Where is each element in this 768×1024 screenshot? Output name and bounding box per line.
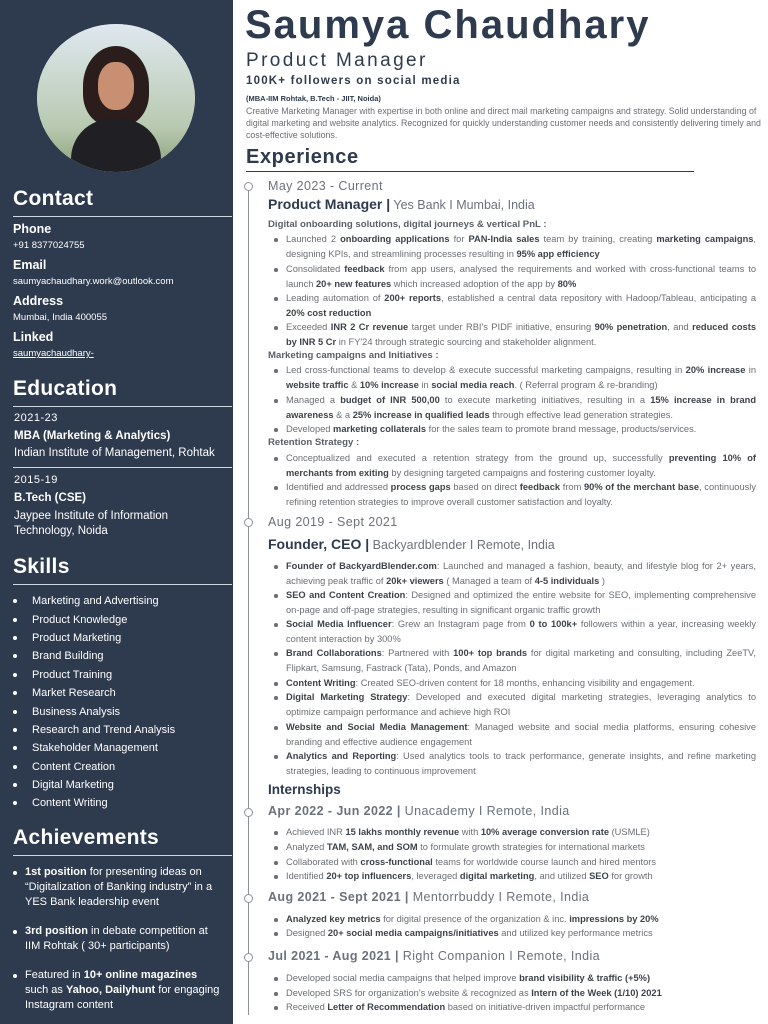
bullet-item: Website and Social Media Management: Managed website and social media platforms, ensuring cohesive branding and effective audience engagement <box>286 720 756 749</box>
experience-heading: Experience <box>246 146 359 168</box>
followers-tagline: 100K+ followers on social media <box>246 75 461 87</box>
timeline-node <box>244 518 253 527</box>
skill-item: Business Analysis <box>13 702 175 720</box>
internship-title: Aug 2021 - Sept 2021 | Mentorrbuddy I Remote, India <box>268 890 590 904</box>
achievement-item: 3rd position in debate competition at IIM Rohtak ( 30+ participants) <box>13 924 223 954</box>
phone-value: +91 8377024755 <box>13 240 85 251</box>
bullet-item: Managed a budget of INR 500,00 to execute marketing initiatives, resulting in a 15% increase in brand awareness & a 25% increase in qualified leads through effective lead generation strategies. <box>286 393 756 422</box>
candidate-name: Saumya Chaudhary <box>245 3 651 47</box>
section-subheading: Marketing campaigns and Initiatives : <box>268 350 439 361</box>
timeline-node <box>244 182 253 191</box>
sidebar <box>0 0 233 1024</box>
email-value[interactable]: saumyachaudhary.work@outlook.com <box>13 276 174 287</box>
skill-item: Product Knowledge <box>13 610 175 628</box>
contact-divider <box>13 216 232 217</box>
job-dates: May 2023 - Current <box>268 179 383 193</box>
candidate-role: Product Manager <box>246 50 428 71</box>
bullet-item: Developed social media campaigns that helped improve brand visibility & traffic (+5%) <box>286 971 756 986</box>
skill-item: Marketing and Advertising <box>13 592 175 610</box>
education-item-divider <box>13 467 232 468</box>
bullet-item: SEO and Content Creation: Designed and optimized the entire website for SEO, implementing comprehensive on-page and off-page strategies, resulting in significant organic traffic growth <box>286 588 756 617</box>
bullet-item: Developed SRS for organization's website & recognized as Intern of the Week (1/10) 2021 <box>286 986 756 1001</box>
bullet-item: Founder of BackyardBlender.com: Launched and managed a fashion, beauty, and lifestyle blog for 2+ years, achieving peak traffic of 20k+ viewers ( Managed a team of 4-5 individuals ) <box>286 559 756 588</box>
achievement-item: 1st position for presenting ideas on “Digitalization of Banking industry” in a YES Bank leadership event <box>13 865 223 910</box>
education-heading: Education <box>13 377 118 400</box>
profile-photo <box>37 24 195 172</box>
achievements-divider <box>13 855 232 856</box>
internship-title: Jul 2021 - Aug 2021 | Right Companion I Remote, India <box>268 949 601 963</box>
achievements-heading: Achievements <box>13 826 159 849</box>
skill-item: Brand Building <box>13 647 175 665</box>
linkedin-link[interactable]: saumyachaudhary- <box>13 348 94 359</box>
skill-item: Product Training <box>13 666 175 684</box>
bullet-item: Launched 2 onboarding applications for PAN-India sales team by training, creating marketing campaigns, designing KPIs, and streamlining processes resulting in 95% app efficiency <box>286 232 756 261</box>
education-divider <box>13 406 232 407</box>
skills-divider <box>13 584 232 585</box>
bullet-item: Analyzed TAM, SAM, and SOM to formulate growth strategies for international markets <box>286 840 756 855</box>
summary-text: Creative Marketing Manager with expertise in both online and direct mail marketing campaigns and strategy. Solid understanding of digital marketing and website analytics. Recognized for quickly understanding customer needs and consistently delivering timely and cost-effective solutions. <box>246 106 761 140</box>
internships-heading: Internships <box>268 782 341 797</box>
bullet-item: Identified 20+ top influencers, leveraged digital marketing, and utilized SEO for growth <box>286 869 756 884</box>
bullet-item: Brand Collaborations: Partnered with 100+ top brands for digital marketing and consulting, including ZeeTV, Flipkart, Samsung, Fastrack (Tata), Ponds, and Amazon <box>286 646 756 675</box>
job-dates: Aug 2019 - Sept 2021 <box>268 515 398 529</box>
bullet-item: Conceptualized and executed a retention strategy from the ground up, successfully preventing 10% of merchants from exiting by designing targeted campaigns and fostering customer loyalty. <box>286 451 756 480</box>
bullet-item: Social Media Influencer: Grew an Instagram page from 0 to 100k+ followers within a year, increasing weekly content interaction by 300% <box>286 617 756 646</box>
bullet-item: Achieved INR 15 lakhs monthly revenue with 10% average conversion rate (USMLE) <box>286 825 756 840</box>
bullet-item: Analyzed key metrics for digital presence of the organization & inc. impressions by 20% <box>286 912 756 927</box>
edu-years: 2015-19 <box>14 474 58 486</box>
skill-item: Market Research <box>13 684 175 702</box>
section-subheading: Digital onboarding solutions, digital journeys & vertical PnL : <box>268 219 547 230</box>
bullet-item: Digital Marketing Strategy: Developed and executed digital marketing strategies, leveraging analytics to optimize campaign performance and achieve high ROI <box>286 690 756 719</box>
phone-label: Phone <box>13 222 52 236</box>
edu-degree: MBA (Marketing & Analytics) <box>14 430 171 442</box>
bullet-item: Content Writing: Created SEO-driven content for 18 months, enhancing visibility and engagement. <box>286 676 756 691</box>
address-label: Address <box>13 294 64 308</box>
edu-degree: B.Tech (CSE) <box>14 492 86 504</box>
timeline-node <box>244 808 253 817</box>
bullet-item: Analytics and Reporting: Used analytics tools to track performance, generate insights, and refine marketing strategies, leading to continuous improvement <box>286 749 756 778</box>
internship-title: Apr 2022 - Jun 2022 | Unacademy I Remote, India <box>268 804 570 818</box>
skill-item: Stakeholder Management <box>13 739 175 757</box>
contact-heading: Contact <box>13 187 94 210</box>
achievement-item: Featured in 10+ online magazines such as Yahoo, Dailyhunt for engaging Instagram content <box>13 968 223 1013</box>
bullet-item: Designed 20+ social media campaigns/initiatives and utilized key performance metrics <box>286 926 756 941</box>
job-title: Founder, CEO | Backyardblender I Remote, India <box>268 536 555 552</box>
skill-item: Content Writing <box>13 794 175 812</box>
linkedin-label: Linked <box>13 330 54 344</box>
bullet-item: Received Letter of Recommendation based on initiative-driven impactful performance <box>286 1000 756 1015</box>
email-label: Email <box>13 258 47 272</box>
bullet-item: Consolidated feedback from app users, analysed the requirements and worked with cross-functional teams to launch 20+ new features which increased adoption of the app by 80% <box>286 262 756 291</box>
bullet-item: Leading automation of 200+ reports, established a central data repository with Hadoop/Tableau, anticipating a 20% cost reduction <box>286 291 756 320</box>
section-subheading: Retention Strategy : <box>268 437 360 448</box>
skills-list <box>13 592 175 813</box>
edu-institute: Jaypee Institute of Information Technology, Noida <box>14 510 169 537</box>
bullet-item: Identified and addressed process gaps based on direct feedback from 90% of the merchant base, continuously refining retention strategies to improve overall customer satisfaction and loyalty. <box>286 480 756 509</box>
timeline-line <box>248 185 249 1015</box>
skill-item: Product Marketing <box>13 629 175 647</box>
timeline-node <box>244 894 253 903</box>
edu-institute: Indian Institute of Management, Rohtak <box>14 447 215 459</box>
timeline-node <box>244 953 253 962</box>
skill-item: Digital Marketing <box>13 776 175 794</box>
edu-years: 2021-23 <box>14 412 58 424</box>
address-value: Mumbai, India 400055 <box>13 312 108 323</box>
skills-heading: Skills <box>13 555 70 578</box>
credentials: (MBA-IIM Rohtak, B.Tech - JIIT, Noida) <box>246 94 381 103</box>
bullet-item: Collaborated with cross-functional teams for worldwide course launch and hired mentors <box>286 855 756 870</box>
job-title: Product Manager | Yes Bank I Mumbai, India <box>268 196 535 212</box>
bullet-item: Developed marketing collaterals for the sales team to promote brand message, products/services. <box>286 422 756 437</box>
skill-item: Content Creation <box>13 758 175 776</box>
experience-divider <box>246 171 694 172</box>
bullet-item: Led cross-functional teams to develop & execute successful marketing campaigns, resulting in 20% increase in website traffic & 10% increase in social media reach. ( Referral program & re-branding) <box>286 363 756 392</box>
skill-item: Research and Trend Analysis <box>13 721 175 739</box>
bullet-item: Exceeded INR 2 Cr revenue target under RBI's PIDF initiative, ensuring 90% penetration, and reduced costs by INR 5 Cr in FY'24 through strategic sourcing and stakeholder alignment. <box>286 320 756 349</box>
